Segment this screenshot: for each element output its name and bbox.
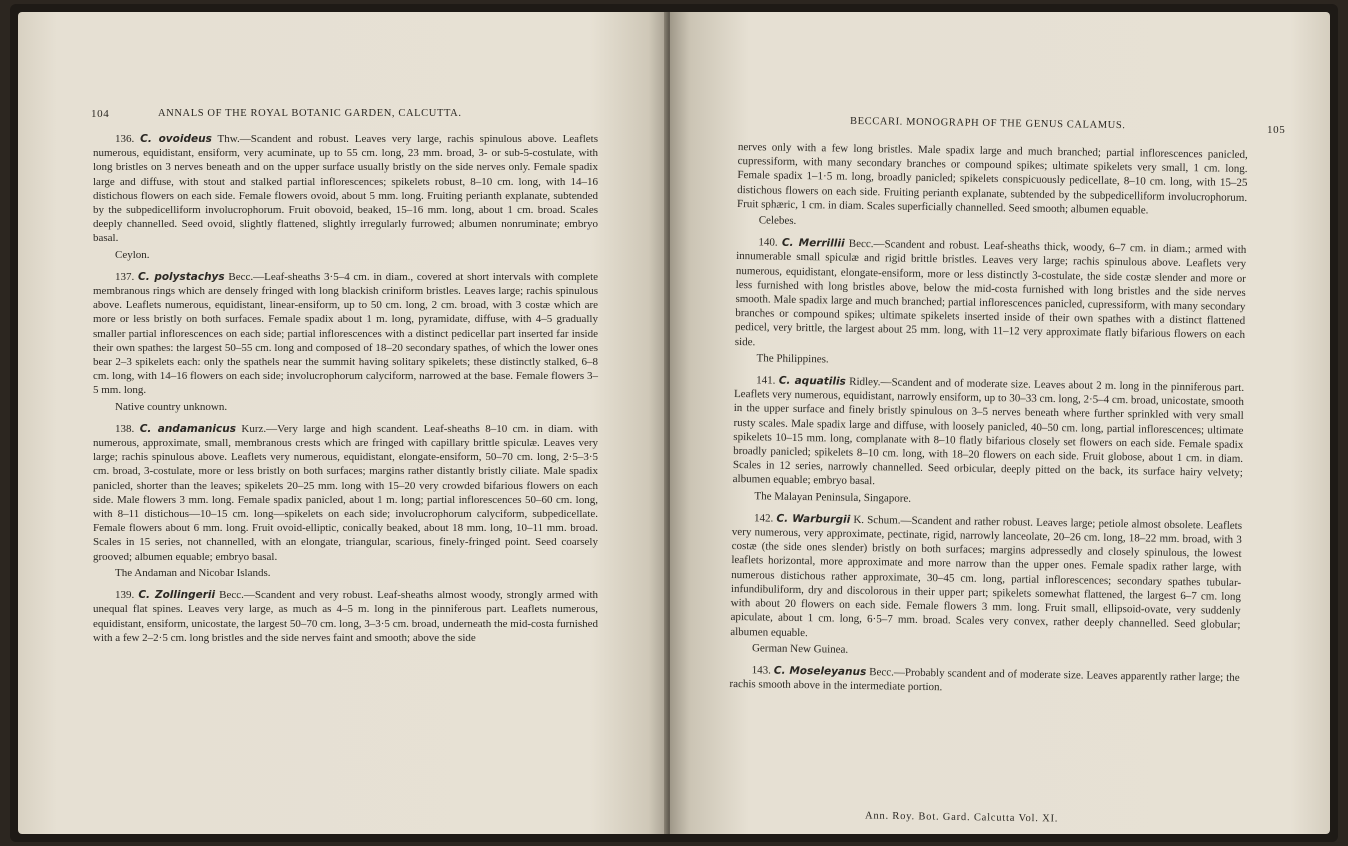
left-page	[18, 12, 668, 834]
species-name: C. aquatilis	[778, 374, 846, 388]
species-entry-142: 142. C. Warburgii K. Schum.—Scandent and rather robust. Leaves large; petiole almost obsolete. Leaflets very numerous, very approximate, pectinate, rigid, narrowly lanceolate, 20–26 cm. long, 18–22 mm. broad, with 3 costæ (the side ones slender) bristly on both surfaces; margins adpressedly and closely spinulous, the lowest leaflets horizontal, more approximate and more narrow than the upper ones. Female spadix rather large, with numerous distichous rather approximate, 30–45 cm. long, partial inflorescences; secondary spathes tubular-infundibuliform, dry and discolorous in their upper part; spikelets somewhat flattened, the largest 6–7 cm. long with about 20 flowers on each side. Female flowers 3 mm. long. Fruit small, ellipsoid-ovate, very suddenly apiculate, about 1 cm. long, 6·5–7 mm. broad. Scales very convex, rather deeply channelled. Seed globular; albumen equable. German New Guinea.	[730, 511, 1242, 663]
right-page-text	[729, 140, 1248, 707]
species-name: C. polystachys	[137, 270, 225, 283]
species-description: Kurz.—Very large and high scandent. Leaf-sheaths 8–10 cm. in diam. with numerous, approximate, small, membranous crests which are fringed with capillary brittle spiculæ. Leaves very large; rachis spinulous above. Leaflets very numerous, equidistant, elongate-ensiform, 50–70 cm. long, 2·5–3·5 cm. broad, 3-costulate, more or less bristly on both surfaces; margins rather distantly bristly ciliate. Male spadix panicled, shorter than the leaves; spikelets 20–25 mm. long with 15–20 very crowded bifarious flowers on each side. Male flowers 3 mm. long. Female spadix panicled, about 1 m. long; partial inflorescences 50–60 cm. long, with 8–11 distichous—10–15 cm. long—spikelets on each side; involucrophorum calyciform, subpedicellate. Female flowers about 6 mm. long. Fruit ovoid-elliptic, conically beaked, about 18 mm. long, 10–11 mm. broad. Scales in 15 series, not channelled, with an elongate, triangular, scarious, finely-fringed point. Seed coarsely grooved; albumen equable; embryo basal.	[93, 422, 599, 563]
species-description: Becc.—Probably scandent and of moderate size. Leaves apparently rather large; the rachis smooth above in the intermediate portion.	[729, 666, 1240, 694]
species-name: C. andamanicus	[139, 422, 236, 435]
species-entry-139-continued	[737, 140, 1248, 235]
species-name: C. Merrillii	[781, 236, 845, 250]
species-entry-137: 137. C. polystachys Becc.—Leaf-sheaths 3·5–4 cm. in diam., covered at short intervals with complete membranous rings which are densely fringed with long blackish criniform bristles. Leaves large; rachis spinulous above. Leaflets numerous, equidistant, linear-ensiform, up to 50 cm. long, 2 cm. broad, with 3 costæ which are more or less bristly on both surfaces. Female spadix about 1 m. long, pyramidate, diffuse, with 4–5 gradually smaller partial inflorescences on each side; partial inflorescences with a distinct pedicellar part inserted far inside their own spathes: the largest 50–55 cm. long and composed of 18–20 secondary spathes, of which the lower ones bear 2–3 spikelets each: only the spathels near the summit having solitary spikelets; these distinctly stalked, 6–8 cm. long, with 14–16 flowers on each side; involucrophorum calyciform, narrowed at the base. Female flowers 3–5 mm. long. Native country unknown.	[93, 270, 599, 413]
right-running-head: BECCARI. MONOGRAPH OF THE GENUS CALAMUS.	[849, 115, 1126, 132]
right-page	[670, 12, 1330, 834]
species-name: C. Warburgii	[776, 512, 851, 526]
species-description: Becc.—Scandent and very robust. Leaf-sheaths almost woody, strongly armed with unequal flat spines. Leaves very large, as much as 4–5 m. long in the pinniferous part. Leaflets numerous, equidistant, ensiform, unicostate, the largest 50–70 cm. long, 3–3·5 cm. broad, underneath the mid-costa furnished with a few 2–2·5 cm. long bristles and the side nerves faint and smooth; above the side	[93, 589, 599, 644]
species-description: K. Schum.—Scandent and rather robust. Leaves large; petiole almost obsolete. Leaflets very numerous, very approximate, pectinate, rigid, narrowly lanceolate, 20–26 cm. long, 18–22 mm. broad, with 3 costæ (the side ones slender) bristly on both surfaces; margins adpressedly and closely spinulous, the lowest leaflets horizontal, more approximate and more narrow than the upper ones. Female spadix rather large, with numerous distichous rather approximate, 30–45 cm. long, partial inflorescences; secondary spathes tubular-infundibuliform, dry and discolorous in their upper part; spikelets somewhat flattened, the largest 6–7 cm. long with about 20 flowers on each side. Female flowers 3 mm. long. Fruit small, ellipsoid-ovate, very suddenly apiculate, about 1 cm. long, 6·5–7 mm. broad. Scales very convex, rather deeply channelled. Seed globular; albumen equable.	[730, 513, 1243, 639]
left-running-head: ANNALS OF THE ROYAL BOTANIC GARDEN, CALCUTTA.	[158, 108, 462, 119]
left-page-number: 104	[91, 108, 110, 120]
species-name: C. Zollingerii	[138, 589, 216, 602]
left-page-text	[93, 104, 598, 653]
species-entry-136: 136. C. ovoideus Thw.—Scandent and robust. Leaves very large, rachis spinulous above. Leaflets numerous, equidistant, ensiform, very acuminate, up to 55 cm. long, 23 mm. broad, 3- or sub-5-costulate, with long bristles on 3 nerves beneath and on the upper surface usually bristly on the side nerves only. Female spadix large and diffuse, with stout and stalked partial inflorescences; spikelets robust, 8–10 cm. long, with 14–16 distichous flowers on each side. Female flowers ovoid, about 5 mm. long. Fruiting perianth explanate, subtended by the subpedicelliform involucrophorum. Fruit obovoid, beaked, 15–16 mm. long, about 1 cm. broad. Scales deeply channelled. Seed ovoid, slightly flattened, slightly irregularly furrowed; albumen nonruminate; embryo basal. Ceylon.	[93, 133, 599, 261]
right-page-number: 105	[1267, 124, 1286, 136]
species-entry-138: 138. C. andamanicus Kurz.—Very large and high scandent. Leaf-sheaths 8–10 cm. in diam. with numerous, approximate, small, membranous crests which are fringed with capillary brittle spiculæ. Leaves very large; rachis spinulous above. Leaflets very numerous, equidistant, elongate-ensiform, 50–70 cm. long, 2·5–3·5 cm. broad, 3-costulate, more or less bristly on both surfaces; margins rather distantly bristly ciliate. Male spadix panicled, shorter than the leaves; spikelets 20–25 mm. long with 15–20 very crowded bifarious flowers on each side. Male flowers 3 mm. long. Female spadix panicled, about 1 m. long; partial inflorescences 50–60 cm. long, with 8–11 distichous—10–15 cm. long—spikelets on each side; involucrophorum calyciform, subpedicellate. Female flowers about 6 mm. long. Fruit ovoid-elliptic, conically beaked, about 18 mm. long, 10–11 mm. broad. Scales in 15 series, not channelled, with an elongate, triangular, scarious, finely-fringed point. Seed coarsely grooved; albumen equable; embryo basal. The Andaman and Nicobar Islands.	[93, 422, 599, 579]
species-region: The Philippines.	[756, 352, 829, 366]
species-name: C. Moseleyanus	[773, 664, 867, 678]
species-entry-143: 143. C. Moseleyanus Becc.—Probably scandent and of moderate size. Leaves apparently rather large; the rachis smooth above in the intermediate portion.	[729, 664, 1240, 694]
species-entry-139: 139. C. Zollingerii Becc.—Scandent and very robust. Leaf-sheaths almost woody, strongly armed with unequal flat spines. Leaves very large, as much as 4–5 m. long in the pinniferous part. Leaflets numerous, equidistant, ensiform, unicostate, the largest 50–70 cm. long, 3–3·5 cm. broad, underneath the mid-costa furnished with a few 2–2·5 cm. long bristles and the side nerves faint and smooth; above the side	[93, 589, 599, 644]
species-description: Becc.—Scandent and robust. Leaf-sheaths thick, woody, 6–7 cm. in diam.; armed with innumerable small spiculæ and rigid brittle bristles. Leaves very large; rachis spinulous above. Leaflets very numerous, equidistant, elongate-ensiform, more or less distinctly 3-costulate, the side costæ slender and more or less furnished with long bristles above, below the mid-costa furnished with long bristles and the side nerves smooth. Male spadix large and much branched; partial inflorescences panicled, cupressiform, with many secondary branches or compound spikes; ultimate spikelets inserted inside of their own spathes with a distinct flattened pedicel, very brittle, the largest about 25 mm. long, with 11–12 very approximate flatly bifarious flowers on each side.	[734, 237, 1247, 348]
species-region: Native country unknown.	[115, 400, 228, 413]
species-region: The Malayan Peninsula, Singapore.	[754, 489, 912, 505]
species-name: C. ovoideus	[140, 133, 212, 145]
species-region: German New Guinea.	[751, 641, 849, 656]
species-region: Ceylon.	[115, 248, 150, 261]
species-description: Ridley.—Scandent and of moderate size. Leaves about 2 m. long in the pinniferous part. Leaflets very numerous, equidistant, narrowly ensiform, up to 30–33 cm. long, 2·5–4 cm. broad, unicostate, smooth in the upper surface and finely bristly spinulous on 3–5 nerves beneath where further sprinkled with very small rusty scales. Male spadix large and diffuse, with loosely panicled, 40–50 cm. long, partial inflorescences; ultimate spikelets 10–15 mm. long, complanate with 8–10 flatly bifarious closely set flowers on each side. Female spadix broadly panicled; spikelets 8–10 cm. long, with 18–20 flowers on each side. Fruit globose, about 1 cm. in diam. Scales in 12 series, narrowly channelled. Seed orbicular, deeply pitted on the back, its surface hairy velvety; albumen equable; embryo basal.	[732, 375, 1245, 488]
species-entry-141: 141. C. aquatilis Ridley.—Scandent and of moderate size. Leaves about 2 m. long in the pinniferous part. Leaflets very numerous, equidistant, narrowly ensiform, up to 30–33 cm. long, 2·5–4 cm. broad, unicostate, smooth in the upper surface and finely bristly spinulous on 3–5 nerves beneath where further sprinkled with very small rusty scales. Male spadix large and diffuse, with loosely panicled, 40–50 cm. long, partial inflorescences; ultimate spikelets 10–15 mm. long, complanate with 8–10 flatly bifarious closely set flowers on each side. Female spadix broadly panicled; spikelets 8–10 cm. long, with 18–20 flowers on each side. Fruit globose, about 1 cm. in diam. Scales in 12 series, narrowly channelled. Seed orbicular, deeply pitted on the back, its surface hairy velvety; albumen equable; embryo basal. The Malayan Peninsula, Singapore.	[732, 373, 1244, 511]
open-book	[10, 4, 1338, 842]
species-entry-140: 140. C. Merrillii Becc.—Scandent and robust. Leaf-sheaths thick, woody, 6–7 cm. in diam.; armed with innumerable small spiculæ and rigid brittle bristles. Leaves very large; rachis spinulous above. Leaflets very numerous, equidistant, elongate-ensiform, more or less distinctly 3-costulate, the side costæ slender and more or less furnished with long bristles above, below the mid-costa furnished with long bristles and the side nerves smooth. Male spadix large and much branched; partial inflorescences panicled, cupressiform, with many secondary branches or compound spikes; ultimate spikelets inserted inside of their own spathes with a distinct flattened pedicel, very brittle, the largest about 25 mm. long, with 11–12 very approximate flatly bifarious flowers on each side. The Philippines.	[734, 235, 1246, 373]
species-description: Thw.—Scandent and robust. Leaves very large, rachis spinulous above. Leaflets numerous, equidistant, ensiform, very acuminate, up to 55 cm. long, 23 mm. broad, 3- or sub-5-costulate, with long bristles on 3 nerves beneath and on the upper surface usually bristly on the side nerves only. Female spadix large and diffuse, with stout and stalked partial inflorescences; spikelets robust, 8–10 cm. long, with 14–16 distichous flowers on each side. Female flowers ovoid, about 5 mm. long. Fruiting perianth explanate, subtended by the subpedicelliform involucrophorum. Fruit obovoid, beaked, 15–16 mm. long, about 1 cm. broad. Scales deeply channelled. Seed ovoid, slightly flattened, slightly irregularly furrowed; albumen nonruminate; embryo basal.	[93, 133, 599, 245]
species-description: Becc.—Leaf-sheaths 3·5–4 cm. in diam., covered at short intervals with complete membranous rings which are densely fringed with long blackish criniform bristles. Leaves large; rachis spinulous above. Leaflets numerous, equidistant, linear-ensiform, up to 50 cm. long, 2 cm. broad, with 3 costæ which are more or less bristly on both surfaces. Female spadix about 1 m. long, pyramidate, diffuse, with 4–5 gradually smaller partial inflorescences on each side; partial inflorescences with a distinct pedicellar part inserted far inside their own spathes: the largest 50–55 cm. long and composed of 18–20 secondary spathes, of which the lower ones bear 2–3 spikelets each: only the spathels near the summit having solitary spikelets; these distinctly stalked, 6–8 cm. long, with 14–16 flowers on each side; involucrophorum calyciform, narrowed at the base. Female flowers 3–5 mm. long.	[93, 270, 599, 397]
continuation-text: nerves only with a few long bristles. Male spadix large and much branched; partial inflorescences panicled, cupressiform, with many secondary branches or compound spikes; ultimate spikelets very small, 1 cm. long. Female spadix 1–1·5 m. long, broadly panicled; spikelets conspicuously pedicellate, 8–10 cm. long, with 15–25 distichous flowers on each side. Fruiting perianth explanate, subtended by the subpedicelliform involucrophorum. Fruit sphæric, 1 cm. in diam. Scales superficially channelled. Seed smooth; albumen equable.	[736, 140, 1248, 217]
species-region: The Andaman and Nicobar Islands.	[115, 566, 271, 579]
species-region: Celebes.	[758, 214, 797, 227]
page-footer: Ann. Roy. Bot. Gard. Calcutta Vol. XI.	[864, 810, 1059, 825]
